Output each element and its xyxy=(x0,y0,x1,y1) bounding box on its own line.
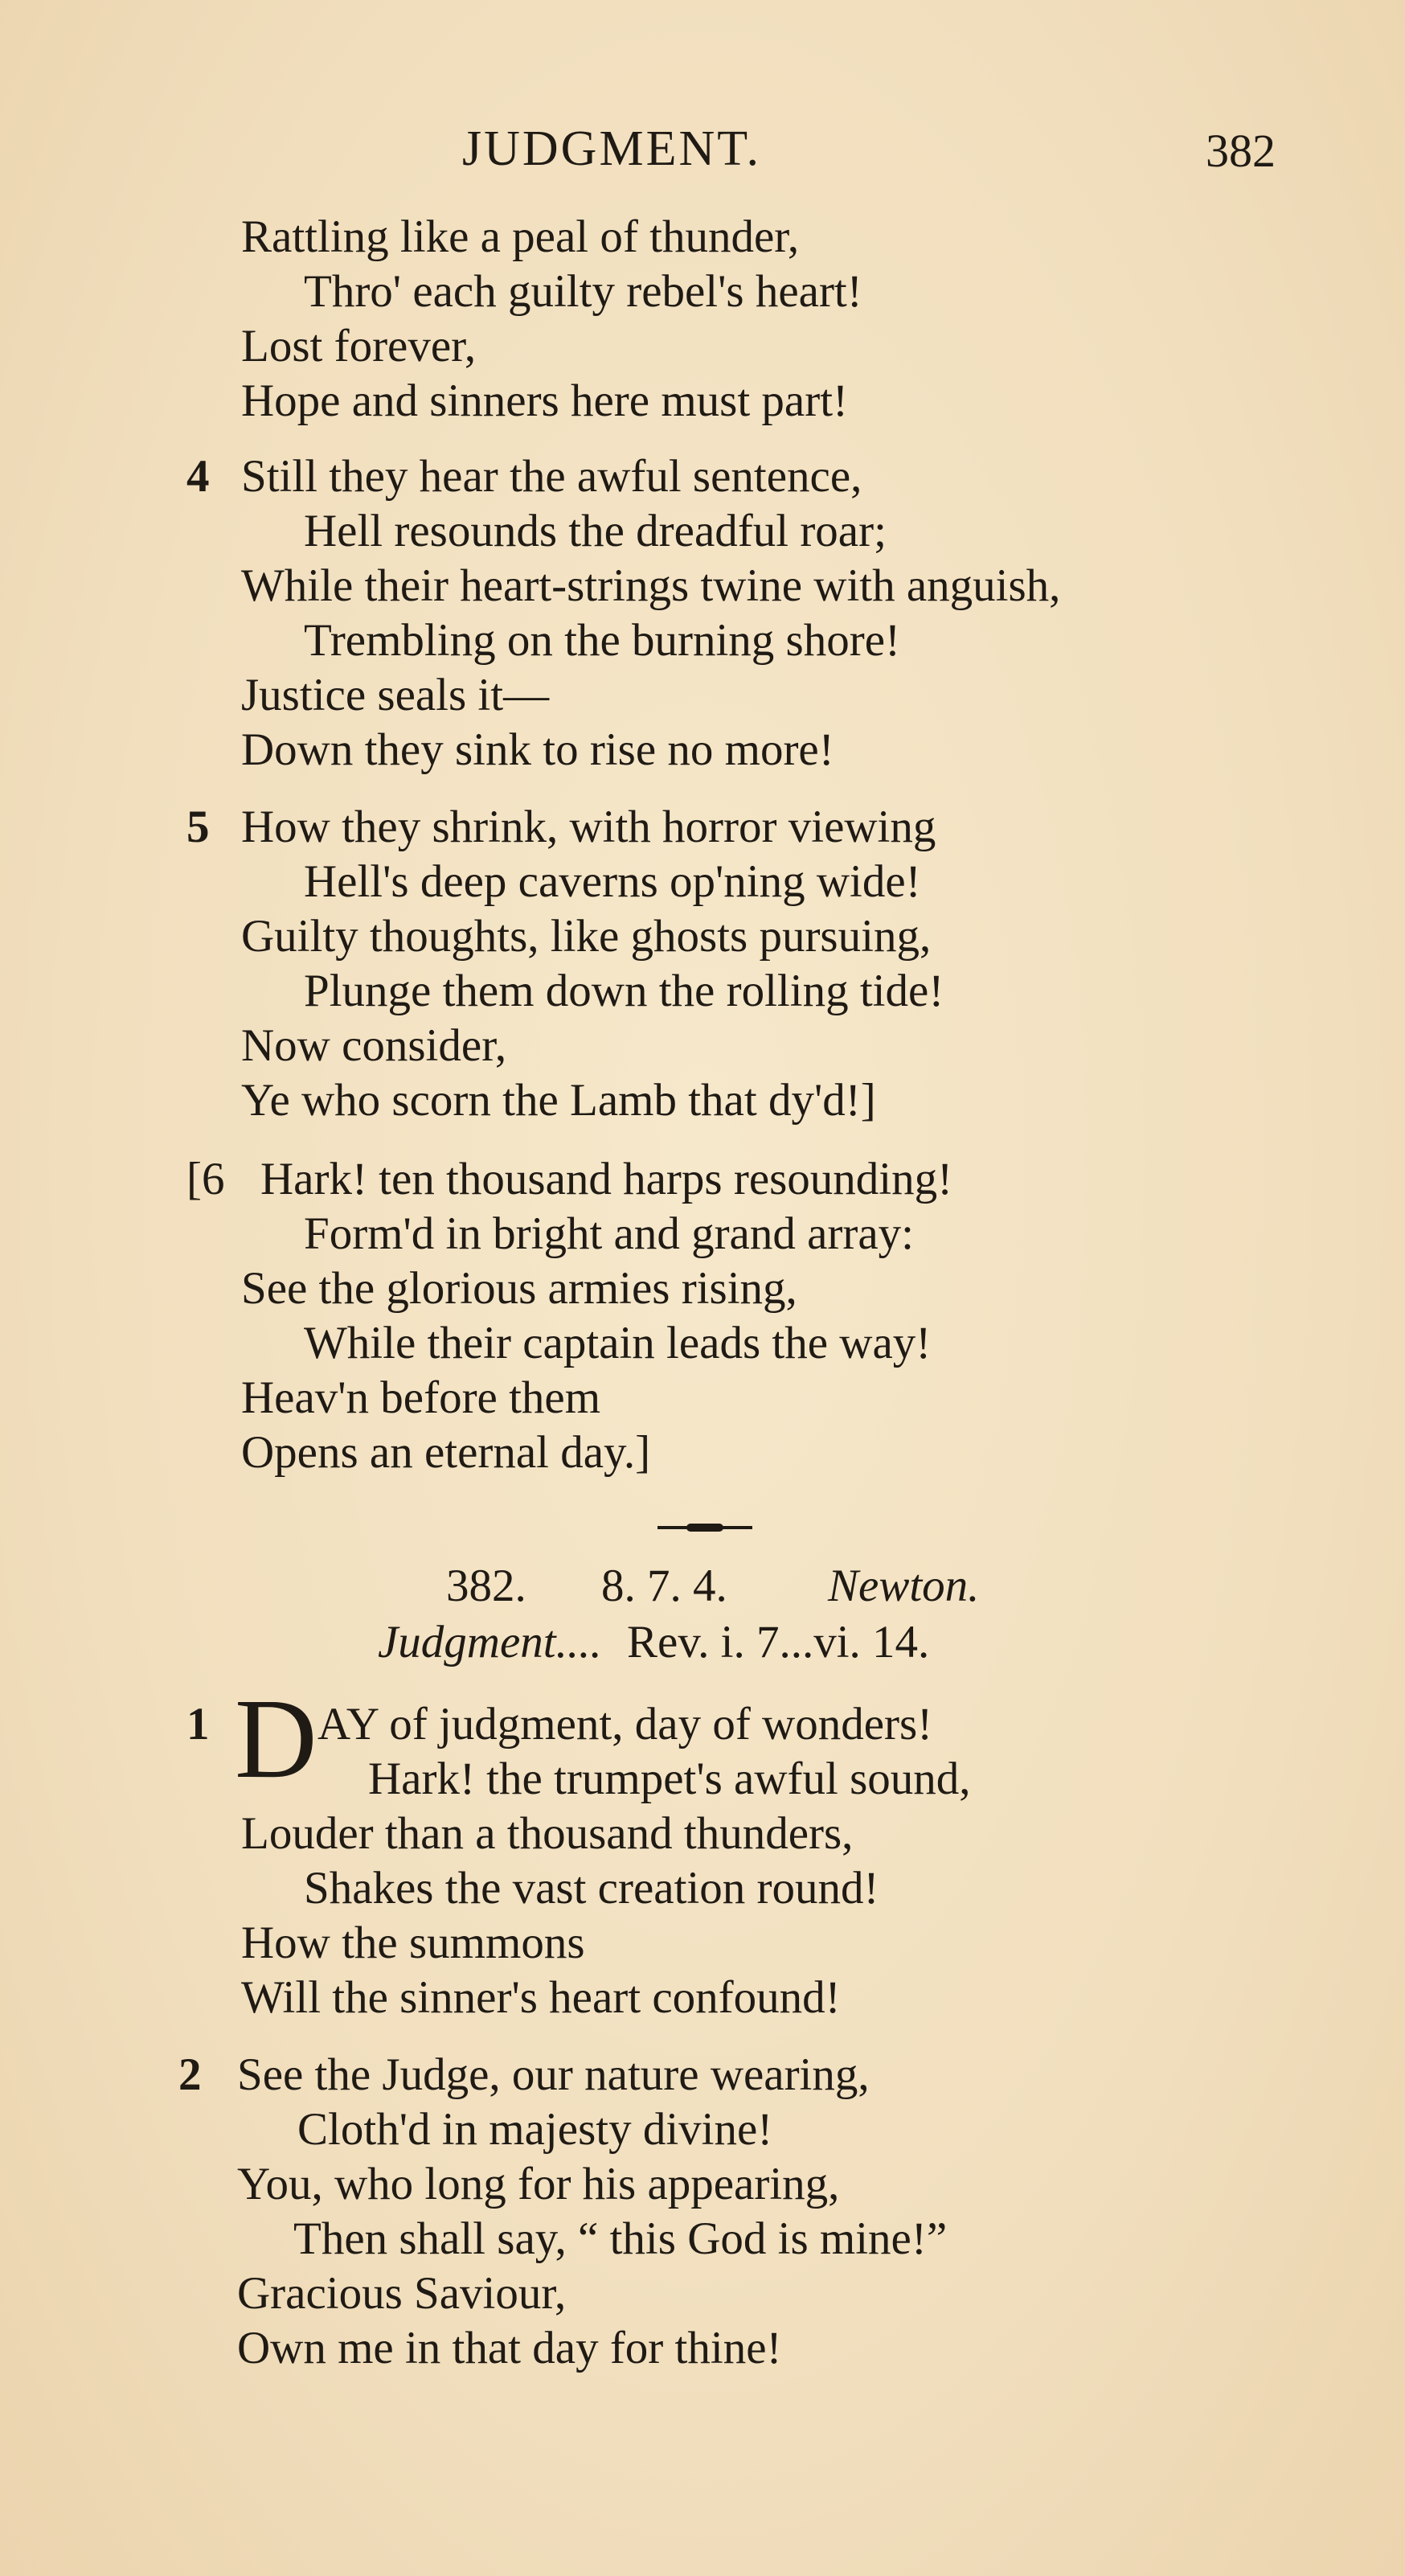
verse-line: How they shrink, with horror viewing xyxy=(241,802,936,852)
drop-cap: D xyxy=(235,1675,317,1802)
verse-line: Gracious Saviour, xyxy=(237,2268,567,2319)
hymn-author: Newton. xyxy=(828,1561,980,1611)
verse-line: Louder than a thousand thunders, xyxy=(241,1808,854,1859)
verse-line: Heav'n before them xyxy=(241,1372,601,1423)
scripture-reference: Rev. i. 7...vi. 14. xyxy=(627,1617,930,1667)
stanza-number: 2 xyxy=(178,2049,202,2100)
hymn-meter: 8. 7. 4. xyxy=(601,1561,727,1611)
running-title: JUDGMENT. xyxy=(462,121,761,176)
verse-line: Then shall say, “ this God is mine!” xyxy=(293,2213,948,2264)
verse-line: You, who long for his appearing, xyxy=(237,2159,840,2209)
verse-line: See the glorious armies rising, xyxy=(241,1263,797,1314)
verse-line: Guilty thoughts, like ghosts pursuing, xyxy=(241,911,932,962)
running-head xyxy=(0,121,1405,177)
verse-line: Hell's deep caverns op'ning wide! xyxy=(304,856,921,907)
verse-line: Rattling like a peal of thunder, xyxy=(241,211,800,262)
verse-line: Will the sinner's heart confound! xyxy=(241,1972,841,2023)
hymn-number: 382. xyxy=(446,1561,526,1611)
verse-line: Thro' each guilty rebel's heart! xyxy=(304,266,862,317)
verse-line: Form'd in bright and grand array: xyxy=(304,1208,915,1259)
verse-line: While their captain leads the way! xyxy=(304,1318,932,1368)
verse-line: Now consider, xyxy=(241,1020,507,1071)
verse-line: Justice seals it— xyxy=(241,670,550,720)
verse-line: Still they hear the awful sentence, xyxy=(241,451,862,502)
hymn-header xyxy=(0,1560,1405,1613)
verse-line: Hell resounds the dreadful roar; xyxy=(304,506,887,556)
verse-line: Hope and sinners here must part! xyxy=(241,375,849,426)
verse-line: While their heart-strings twine with anguish, xyxy=(241,560,1061,611)
verse-line: Down they sink to rise no more! xyxy=(241,724,834,775)
section-divider xyxy=(657,1526,752,1529)
verse-line: Lost forever, xyxy=(241,321,477,371)
page-number: 382 xyxy=(1206,125,1276,177)
verse-line: Own me in that day for thine! xyxy=(237,2323,782,2373)
verse-line: How the summons xyxy=(241,1918,585,1968)
verse-line: AY of judgment, day of wonders! xyxy=(317,1699,933,1749)
verse-line: Hark! ten thousand harps resounding! xyxy=(260,1154,953,1204)
stanza-number: [6 xyxy=(186,1154,225,1204)
verse-line: Shakes the vast creation round! xyxy=(304,1863,879,1914)
hymn-subject: Judgment.... xyxy=(378,1617,602,1667)
stanza-number: 4 xyxy=(186,451,210,502)
stanza-number: 5 xyxy=(186,802,210,852)
verse-line: Ye who scorn the Lamb that dy'd!] xyxy=(241,1075,876,1126)
verse-line: Opens an eternal day.] xyxy=(241,1427,651,1478)
stanza-number: 1 xyxy=(186,1699,210,1749)
hymn-subject-line xyxy=(0,1616,1405,1672)
verse-line: Cloth'd in majesty divine! xyxy=(297,2104,773,2155)
verse-line: Hark! the trumpet's awful sound, xyxy=(368,1754,971,1804)
verse-line: Plunge them down the rolling tide! xyxy=(304,966,944,1016)
verse-line: Trembling on the burning shore! xyxy=(304,615,901,666)
verse-line: See the Judge, our nature wearing, xyxy=(237,2049,870,2100)
